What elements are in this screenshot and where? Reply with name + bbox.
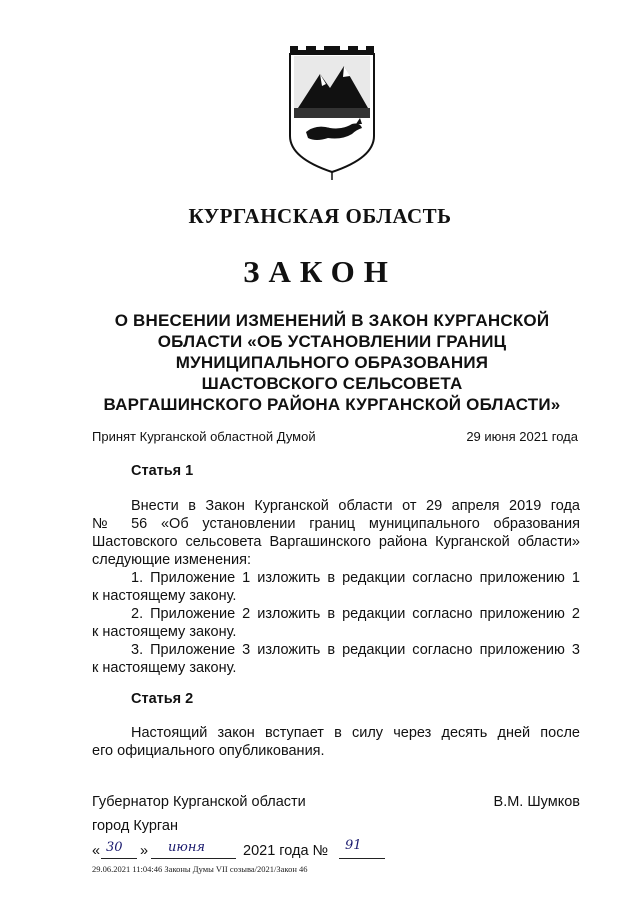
adopted-by-text: Принят Курганской областной Думой xyxy=(92,429,316,444)
date-open-quote: « xyxy=(92,843,101,859)
day-underline xyxy=(101,858,137,859)
article-1-heading: Статья 1 xyxy=(131,463,194,479)
article-1-item-2: 2. Приложение 2 изложить в редакции согласно приложению 2 xyxy=(131,606,580,622)
handwritten-day: 30 xyxy=(106,840,123,855)
article-1-text-line-1: Внести в Закон Курганской области от 29 апреля 2019 года xyxy=(131,498,580,514)
article-1-text-line-4: следующие изменения: xyxy=(92,552,252,568)
law-heading-line-2: ОБЛАСТИ «ОБ УСТАНОВЛЕНИИ ГРАНИЦ xyxy=(157,332,507,351)
handwritten-month: июня xyxy=(168,840,205,855)
article-2-text-line-2: его официального опубликования. xyxy=(92,743,325,759)
article-2-text-line-1: Настоящий закон вступает в силу через десять дней после xyxy=(131,725,580,741)
handwritten-number: 91 xyxy=(345,838,362,853)
number-underline xyxy=(339,858,385,859)
document-type-title: ЗАКОН xyxy=(243,254,397,289)
article-1-item-1-cont: к настоящему закону. xyxy=(92,588,237,604)
law-heading-line-5: ВАРГАШИНСКОГО РАЙОНА КУРГАНСКОЙ ОБЛАСТИ» xyxy=(103,395,561,414)
article-2-heading: Статья 2 xyxy=(131,691,194,707)
signatory-name: В.М. Шумков xyxy=(493,794,580,810)
law-heading-line-3: МУНИЦИПАЛЬНОГО ОБРАЗОВАНИЯ xyxy=(175,353,489,372)
article-1-text-line-3: Шастовского сельсовета Варгашинского района Курганской области» xyxy=(92,534,580,550)
law-heading-line-4: ШАСТОВСКОГО СЕЛЬСОВЕТА xyxy=(201,374,463,393)
adoption-date: 29 июня 2021 года xyxy=(466,429,578,444)
year-and-number-label: 2021 года № xyxy=(243,843,329,859)
article-1-text-line-2: № 56 «Об установлении границ муниципального образования xyxy=(92,516,580,532)
city-name: город Курган xyxy=(92,818,178,834)
region-title: КУРГАНСКАЯ ОБЛАСТЬ xyxy=(188,204,452,228)
article-1-item-1: 1. Приложение 1 изложить в редакции согласно приложению 1 xyxy=(131,570,580,586)
date-close-quote: » xyxy=(140,843,149,859)
signatory-position: Губернатор Курганской области xyxy=(92,794,306,810)
law-heading-line-1: О ВНЕСЕНИИ ИЗМЕНЕНИЙ В ЗАКОН КУРГАНСКОЙ xyxy=(114,311,550,330)
month-underline xyxy=(151,858,236,859)
article-1-item-3-cont: к настоящему закону. xyxy=(92,660,237,676)
article-1-item-2-cont: к настоящему закону. xyxy=(92,624,237,640)
coat-of-arms-emblem xyxy=(286,44,378,182)
registration-footer-note: 29.06.2021 11:04:46 Законы Думы VII созыва/2021/Закон 46 xyxy=(92,864,308,874)
article-1-item-3: 3. Приложение 3 изложить в редакции согласно приложению 3 xyxy=(131,642,580,658)
